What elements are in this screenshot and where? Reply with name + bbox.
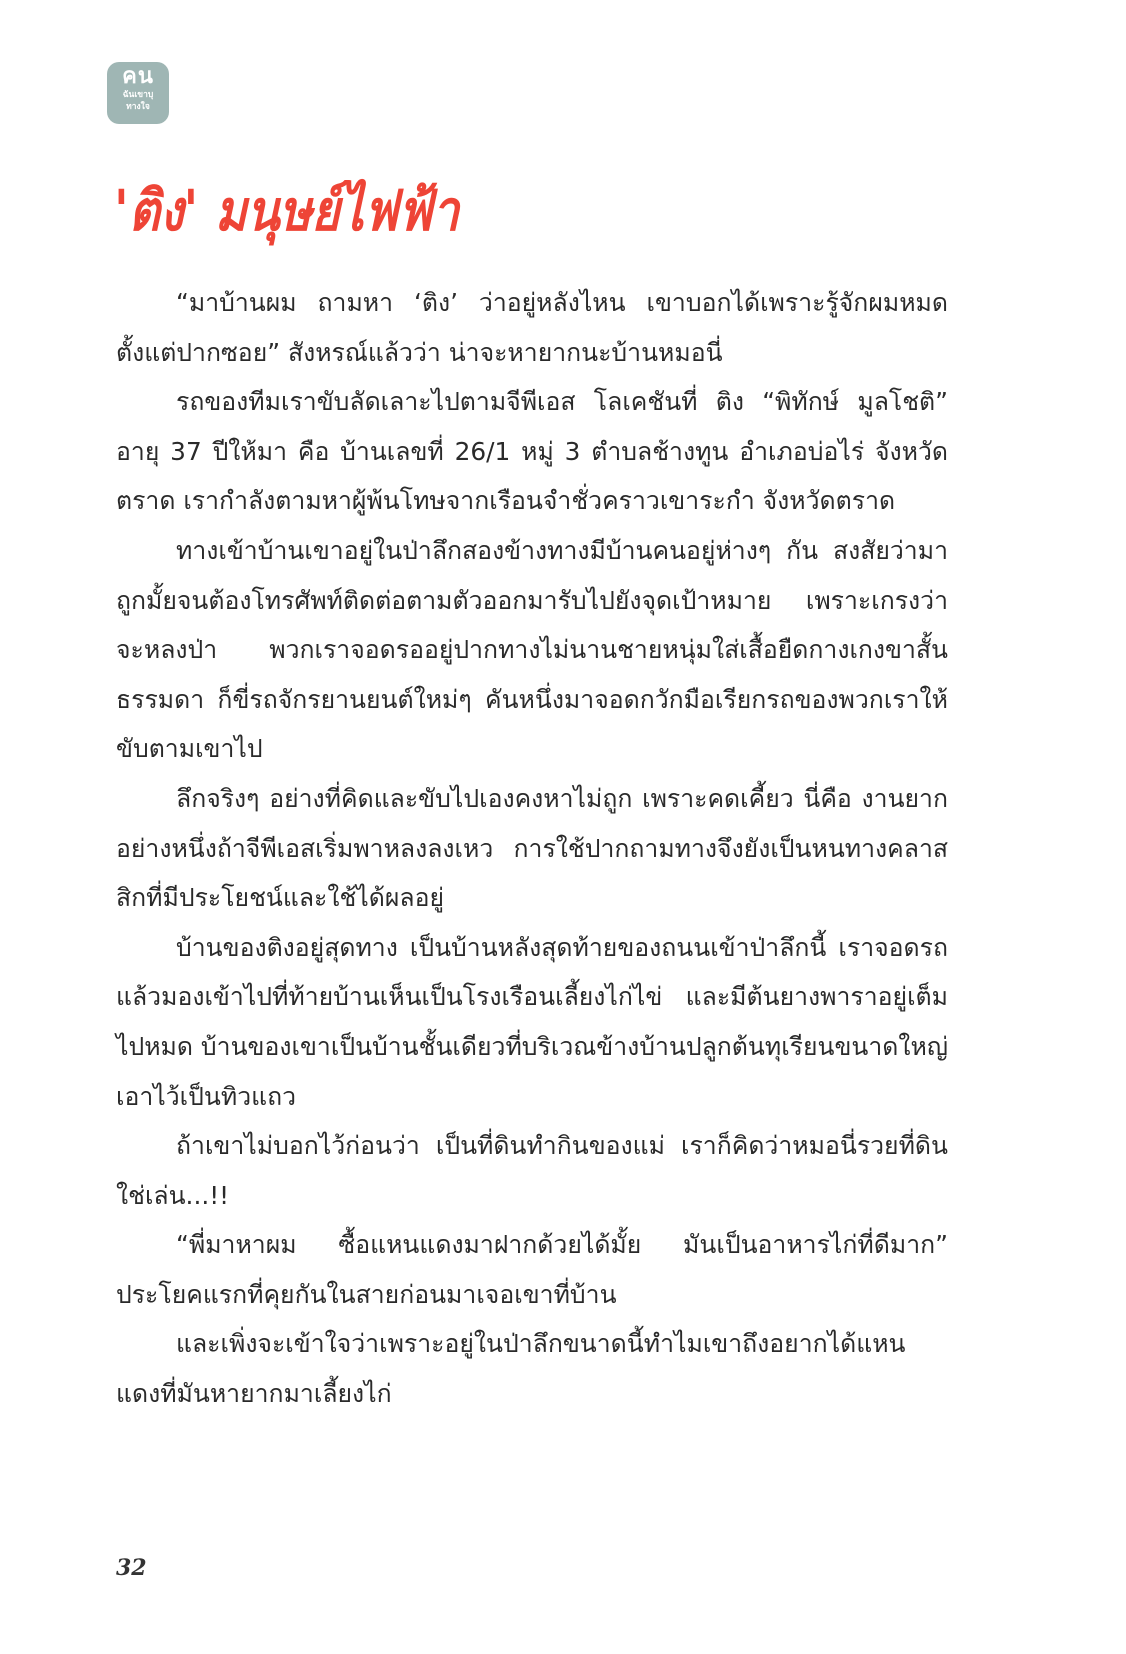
paragraph-4: ลึกจริงๆ อย่างที่คิดและขับไปเองคงหาไม่ถูก เพราะคดเคี้ยว นี่คือ งานยากอย่างหนึ่งถ้าจีพีเอสเริ่มพาหลงลงเหว การใช้ปากถามทางจึงยังเป็นหนทางคลาสสิกที่มีประโยชน์และใช้ได้ผลอยู่ [116, 783, 948, 913]
paragraph-3: ทางเข้าบ้านเขาอยู่ในป่าลึกสองข้างทางมีบ้านคนอยู่ห่างๆ กัน สงสัยว่ามาถูกมั้ยจนต้องโทรศัพท์ติดต่อตามตัวออกมารับไปยังจุดเป้าหมาย เพราะเกรงว่าจะหลงป่า พวกเราจอดรออยู่ปากทางไม่นานชายหนุ่มใส่เสื้อยืดกางเกงขาสั้นธรรมดา ก็ขี่รถจักรยานยนต์ใหม่ๆ คันหนึ่งมาจอดกวักมือเรียกรถของพวกเราให้ขับตามเขาไป [116, 535, 948, 764]
paragraph-8: และเพิ่งจะเข้าใจว่าเพราะอยู่ในป่าลึกขนาดนี้ทำไมเขาถึงอยากได้แหนแดงที่มันหายากมาเลี้ยงไก่ [116, 1329, 906, 1409]
paragraph-6: ถ้าเขาไม่บอกไว้ก่อนว่า เป็นที่ดินทำกินของแม่ เราก็คิดว่าหมอนี่รวยที่ดินใช่เล่น...!! [116, 1131, 948, 1210]
book-logo-sub-text-1: ฉันเขาบุ [122, 90, 154, 100]
paragraph-5: บ้านของติงอยู่สุดทาง เป็นบ้านหลังสุดท้ายของถนนเข้าป่าลึกนี้ เราจอดรถแล้วมองเข้าไปที่ท้ายบ้านเห็นเป็นโรงเรือนเลี้ยงไก่ไข่ และมีต้นยางพาราอยู่เต็มไปหมด บ้านของเขาเป็นบ้านชั้นเดียวที่บริเวณข้างบ้านปลูกต้นทุเรียนขนาดใหญ่เอาไว้เป็นทิวแถว [116, 932, 948, 1111]
page-number: 32 [116, 1555, 147, 1581]
paragraph-2: รถของทีมเราขับลัดเลาะไปตามจีพีเอส โลเคชันที่ ติง “พิทักษ์ มูลโชติ” อายุ 37 ปีให้มา คือ บ้านเลขที่ 26/1 หมู่ 3 ตำบลช้างทูน อำเภอบ่อไร่ จังหวัดตราด เรากำลังตามหาผู้พ้นโทษจากเรือนจำชั่วคราวเขาระกำ จังหวัดตราด [116, 387, 948, 516]
book-logo [107, 62, 169, 124]
book-logo-sub-text-2: ทางใจ [126, 102, 150, 112]
book-logo-main-text: คน [122, 64, 154, 89]
article-title: 'ติง' มนุษย์ไฟฟ้า [114, 179, 460, 244]
paragraph-1: “มาบ้านผม ถามหา ‘ติง’ ว่าอยู่หลังไหน เขาบอกได้เพราะรู้จักผมหมดตั้งแต่ปากซอย” สังหรณ์แล้วว่า น่าจะหายากนะบ้านหมอนี่ [116, 288, 948, 367]
article-body [116, 278, 948, 1419]
paragraph-7: “พี่มาหาผม ซื้อแหนแดงมาฝากด้วยได้มั้ย มันเป็นอาหารไก่ที่ดีมาก” ประโยคแรกที่คุยกันในสายก่อนมาเจอเขาที่บ้าน [116, 1230, 948, 1309]
